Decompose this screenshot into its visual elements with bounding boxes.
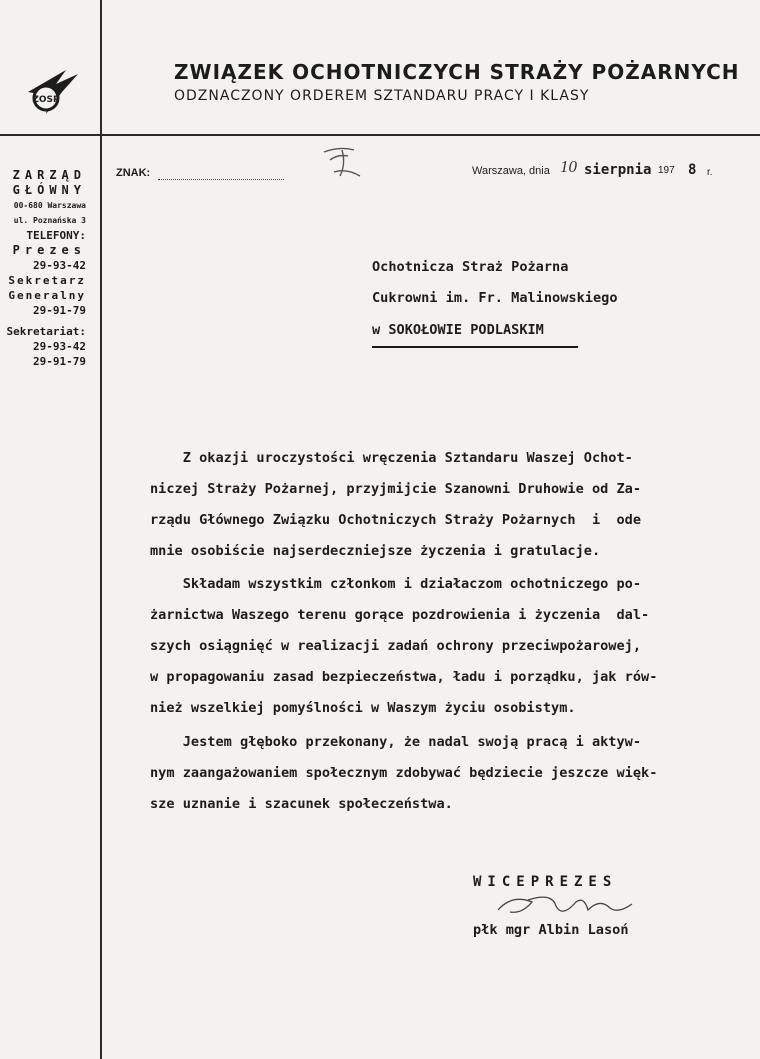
body-line: sze uznanie i szacunek społeczeństwa. [150, 796, 453, 812]
sidebar-line: Prezes [12, 243, 86, 257]
body-line: nym zaangażowaniem społecznym zdobywać będziecie jeszcze więk- [150, 765, 658, 781]
sidebar-line: GŁÓWNY [12, 183, 86, 197]
date-place-label: Warszawa, dnia [472, 165, 550, 177]
sidebar-line: 29-91-79 [33, 304, 86, 317]
sidebar-line: Sekretariat: [6, 325, 86, 338]
organization-name: ZWIĄZEK OCHOTNICZYCH STRAŻY POŻARNYCH [174, 60, 740, 84]
sidebar-line: 29-91-79 [33, 355, 86, 368]
body-line: mnie osobiście najserdeczniejsze życzenia i gratulacje. [150, 543, 601, 559]
reference-label: ZNAK: [116, 167, 151, 179]
body-line: w propagowaniu zasad bezpieczeństwa, ładu i porządku, jak rów- [150, 669, 658, 685]
sidebar-line: Generalny [8, 289, 86, 302]
signatory-title: WICEPREZES [473, 874, 618, 890]
sidebar-line: 29-93-42 [33, 259, 86, 272]
sidebar-line: TELEFONY: [26, 229, 86, 242]
date-year-unit: r. [707, 167, 713, 178]
date-month: sierpnia [584, 162, 652, 178]
date-day: 10 [560, 157, 577, 176]
sidebar-line: ZARZĄD [12, 168, 86, 182]
handwritten-mark-icon [320, 142, 370, 188]
fire-brigade-emblem-icon [22, 62, 82, 122]
body-line: Jestem głęboko przekonany, że nadal swoją pracą i aktyw- [150, 734, 642, 750]
body-line: żarnictwa Waszego terenu gorące pozdrowienia i życzenia dal- [150, 607, 650, 623]
recipient-line: Ochotnicza Straż Pożarna [372, 259, 569, 275]
organization-subtitle: ODZNACZONY ORDEREM SZTANDARU PRACY I KLASY [174, 88, 590, 104]
date-year-prefix: 197 [658, 165, 675, 176]
emblem-text: ZOSP [32, 95, 60, 105]
body-line: szych osiągnięć w realizacji zadań ochrony przeciwpożarowej, [150, 638, 642, 654]
body-line: niczej Straży Pożarnej, przyjmijcie Szanowni Druhowie od Za- [150, 481, 642, 497]
signatory-name: płk mgr Albin Lasoń [473, 922, 629, 938]
date-year-suffix: 8 [688, 162, 697, 178]
sidebar-line: 00-680 Warszawa [13, 201, 86, 210]
body-line: Składam wszystkim członkom i działaczom ochotniczego po- [150, 576, 642, 592]
recipient-line: w SOKOŁOWIE PODLASKIM [372, 322, 544, 338]
margin-divider [100, 0, 102, 1059]
body-line: Z okazji uroczystości wręczenia Sztandaru Waszej Ochot- [150, 450, 633, 466]
recipient-line: Cukrowni im. Fr. Malinowskiego [372, 290, 618, 306]
recipient-underline [372, 346, 578, 348]
body-line: rządu Głównego Związku Ochotniczych Straży Pożarnych i ode [150, 512, 642, 528]
body-line: nież wszelkiej pomyślności w Waszym życiu osobistym. [150, 700, 576, 716]
sidebar-line: ul. Poznańska 3 [13, 216, 86, 225]
sidebar-contact-block [6, 168, 86, 369]
letterhead-divider [0, 134, 760, 136]
reference-dotted-line [158, 179, 284, 180]
sidebar-line: Sekretarz [8, 274, 86, 287]
sidebar-line: 29-93-42 [33, 340, 86, 353]
